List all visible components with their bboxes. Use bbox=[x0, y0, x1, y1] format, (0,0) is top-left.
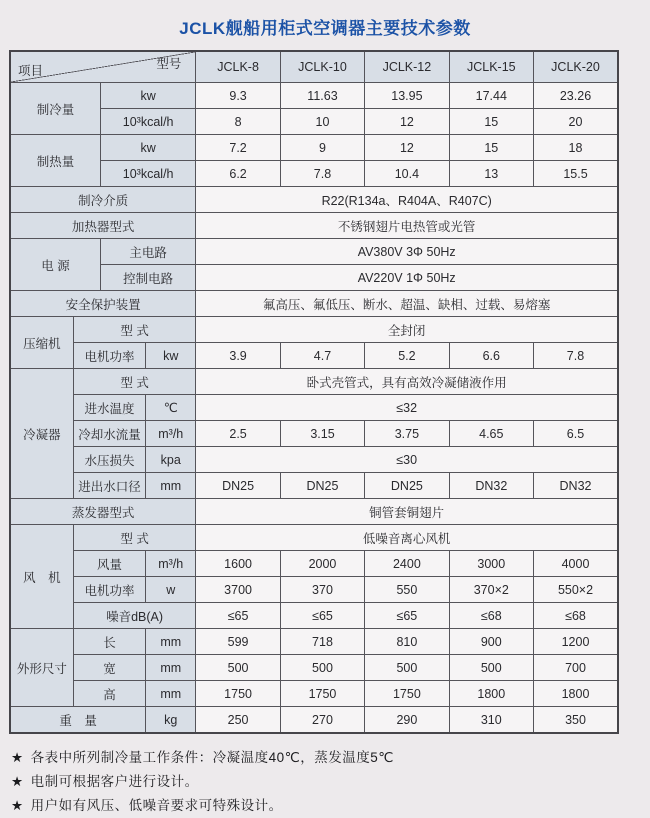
param-label: 主电路 bbox=[100, 239, 195, 265]
spec-table bbox=[9, 50, 619, 734]
model-header-jclk10: JCLK-10 bbox=[280, 51, 364, 83]
value-cell: 12 bbox=[365, 109, 449, 135]
footnote-text: 电制可根据客户进行设计。 bbox=[30, 774, 199, 789]
fan-flow-row bbox=[10, 551, 618, 577]
value-cell: 3.75 bbox=[365, 421, 449, 447]
value-cell: 550×2 bbox=[534, 577, 619, 603]
power-ctrl-row bbox=[10, 265, 618, 291]
param-label: 长 bbox=[73, 629, 145, 655]
value-cell: 350 bbox=[534, 707, 619, 734]
header-row bbox=[10, 51, 618, 83]
unit-label: kw bbox=[146, 343, 196, 369]
value-cell: ≤65 bbox=[280, 603, 364, 629]
unit-label: kw bbox=[100, 83, 195, 109]
value-cell: 氟高压、氟低压、断水、超温、缺相、过载、易熔塞 bbox=[196, 291, 618, 317]
value-cell: ≤68 bbox=[534, 603, 619, 629]
group-label: 外形尺寸 bbox=[10, 629, 73, 707]
value-cell: 13 bbox=[449, 161, 533, 187]
condenser-wtemp-row bbox=[10, 395, 618, 421]
group-label: 制冷量 bbox=[10, 83, 100, 135]
model-header-jclk8: JCLK-8 bbox=[196, 51, 280, 83]
value-cell: 1750 bbox=[280, 681, 364, 707]
value-cell: 6.2 bbox=[196, 161, 280, 187]
param-label: 进出水口径 bbox=[73, 473, 145, 499]
value-cell: 10 bbox=[280, 109, 364, 135]
evaporator-type-row bbox=[10, 499, 618, 525]
value-cell: 7.2 bbox=[196, 135, 280, 161]
param-label: 电机功率 bbox=[73, 343, 145, 369]
param-label: 型 式 bbox=[73, 369, 196, 395]
dim-width-row bbox=[10, 655, 618, 681]
value-cell: 23.26 bbox=[534, 83, 619, 109]
value-cell: R22(R134a、R404A、R407C) bbox=[196, 187, 618, 213]
value-cell: 290 bbox=[365, 707, 449, 734]
dim-length-row bbox=[10, 629, 618, 655]
unit-label: 10³kcal/h bbox=[100, 161, 195, 187]
value-cell: 1750 bbox=[365, 681, 449, 707]
value-cell: 500 bbox=[449, 655, 533, 681]
value-cell: 270 bbox=[280, 707, 364, 734]
heating-kcal-row bbox=[10, 161, 618, 187]
value-cell: 8 bbox=[196, 109, 280, 135]
power-main-row bbox=[10, 239, 618, 265]
value-cell: 1200 bbox=[534, 629, 619, 655]
fan-power-row bbox=[10, 577, 618, 603]
param-label: 宽 bbox=[73, 655, 145, 681]
condenser-ploss-row bbox=[10, 447, 618, 473]
value-cell: 3.9 bbox=[196, 343, 280, 369]
value-cell: 全封闭 bbox=[196, 317, 618, 343]
value-cell: 500 bbox=[365, 655, 449, 681]
value-cell: 7.8 bbox=[534, 343, 619, 369]
value-cell: 4.7 bbox=[280, 343, 364, 369]
row-label: 蒸发器型式 bbox=[10, 499, 196, 525]
value-cell: 718 bbox=[280, 629, 364, 655]
value-cell: ≤68 bbox=[449, 603, 533, 629]
unit-label: ℃ bbox=[146, 395, 196, 421]
value-cell: 550 bbox=[365, 577, 449, 603]
model-header-jclk15: JCLK-15 bbox=[449, 51, 533, 83]
value-cell: DN25 bbox=[365, 473, 449, 499]
unit-label: mm bbox=[146, 629, 196, 655]
cooling-kcal-row bbox=[10, 109, 618, 135]
value-cell: AV380V 3Φ 50Hz bbox=[196, 239, 618, 265]
value-cell: AV220V 1Φ 50Hz bbox=[196, 265, 618, 291]
star-icon: ★ bbox=[11, 774, 24, 789]
footnote-text: 各表中所列制冷量工作条件：冷凝温度40℃，蒸发温度5℃ bbox=[30, 750, 394, 765]
unit-label: mm bbox=[146, 681, 196, 707]
unit-label: kw bbox=[100, 135, 195, 161]
footnote-text: 用户如有风压、低噪音要求可特殊设计。 bbox=[30, 798, 283, 813]
value-cell: 1800 bbox=[449, 681, 533, 707]
refrigerant-row bbox=[10, 187, 618, 213]
value-cell: ≤30 bbox=[196, 447, 618, 473]
value-cell: 卧式壳管式，具有高效冷凝储液作用 bbox=[196, 369, 618, 395]
value-cell: 250 bbox=[196, 707, 280, 734]
fan-noise-row bbox=[10, 603, 618, 629]
value-cell: 2.5 bbox=[196, 421, 280, 447]
footnote-1 bbox=[11, 746, 650, 766]
value-cell: 700 bbox=[534, 655, 619, 681]
value-cell: 1800 bbox=[534, 681, 619, 707]
group-label: 压缩机 bbox=[10, 317, 73, 369]
row-label: 重 量 bbox=[10, 707, 146, 734]
value-cell: 15 bbox=[449, 109, 533, 135]
safety-row bbox=[10, 291, 618, 317]
footnote-3 bbox=[11, 794, 650, 814]
param-label: 进水温度 bbox=[73, 395, 145, 421]
group-label: 风 机 bbox=[10, 525, 73, 629]
compressor-type-row bbox=[10, 317, 618, 343]
unit-label: mm bbox=[146, 473, 196, 499]
value-cell: 20 bbox=[534, 109, 619, 135]
value-cell: 18 bbox=[534, 135, 619, 161]
value-cell: 1600 bbox=[196, 551, 280, 577]
param-label: 型 式 bbox=[73, 525, 196, 551]
value-cell: 11.63 bbox=[280, 83, 364, 109]
value-cell: 500 bbox=[196, 655, 280, 681]
value-cell: 2000 bbox=[280, 551, 364, 577]
param-label: 电机功率 bbox=[73, 577, 145, 603]
value-cell: 15.5 bbox=[534, 161, 619, 187]
value-cell: 13.95 bbox=[365, 83, 449, 109]
model-header-jclk20: JCLK-20 bbox=[534, 51, 619, 83]
heater-type-row bbox=[10, 213, 618, 239]
value-cell: 低噪音离心风机 bbox=[196, 525, 618, 551]
unit-label: 10³kcal/h bbox=[100, 109, 195, 135]
group-label: 电 源 bbox=[10, 239, 100, 291]
value-cell: 599 bbox=[196, 629, 280, 655]
value-cell: 4.65 bbox=[449, 421, 533, 447]
value-cell: 不锈钢翅片电热管或光管 bbox=[196, 213, 618, 239]
group-label: 制热量 bbox=[10, 135, 100, 187]
value-cell: 6.6 bbox=[449, 343, 533, 369]
value-cell: DN32 bbox=[534, 473, 619, 499]
unit-label: m³/h bbox=[146, 421, 196, 447]
value-cell: DN25 bbox=[196, 473, 280, 499]
cooling-kw-row bbox=[10, 83, 618, 109]
value-cell: 5.2 bbox=[365, 343, 449, 369]
value-cell: 370×2 bbox=[449, 577, 533, 603]
page-title: JCLK舰船用柜式空调器主要技术参数 bbox=[179, 19, 471, 38]
param-label: 型 式 bbox=[73, 317, 196, 343]
fan-type-row bbox=[10, 525, 618, 551]
star-icon: ★ bbox=[11, 750, 24, 765]
value-cell: 310 bbox=[449, 707, 533, 734]
param-label: 高 bbox=[73, 681, 145, 707]
corner-cell bbox=[10, 51, 196, 83]
weight-row bbox=[10, 707, 618, 734]
param-label: 噪音dB(A) bbox=[73, 603, 196, 629]
unit-label: m³/h bbox=[146, 551, 196, 577]
unit-label: kpa bbox=[146, 447, 196, 473]
value-cell: ≤32 bbox=[196, 395, 618, 421]
value-cell: 10.4 bbox=[365, 161, 449, 187]
condenser-wflow-row bbox=[10, 421, 618, 447]
footnote-2 bbox=[11, 770, 650, 790]
star-icon: ★ bbox=[11, 798, 24, 813]
param-label: 控制电路 bbox=[100, 265, 195, 291]
value-cell: 15 bbox=[449, 135, 533, 161]
value-cell: 17.44 bbox=[449, 83, 533, 109]
value-cell: 7.8 bbox=[280, 161, 364, 187]
heating-kw-row bbox=[10, 135, 618, 161]
value-cell: 900 bbox=[449, 629, 533, 655]
value-cell: 6.5 bbox=[534, 421, 619, 447]
value-cell: 12 bbox=[365, 135, 449, 161]
row-label: 制冷介质 bbox=[10, 187, 196, 213]
condenser-pipe-row bbox=[10, 473, 618, 499]
value-cell: ≤65 bbox=[196, 603, 280, 629]
value-cell: 500 bbox=[280, 655, 364, 681]
param-label: 风量 bbox=[73, 551, 145, 577]
row-label: 加热器型式 bbox=[10, 213, 196, 239]
value-cell: 1750 bbox=[196, 681, 280, 707]
value-cell: 9 bbox=[280, 135, 364, 161]
value-cell: 370 bbox=[280, 577, 364, 603]
footnotes bbox=[11, 746, 650, 814]
value-cell: 3.15 bbox=[280, 421, 364, 447]
group-label: 冷凝器 bbox=[10, 369, 73, 499]
corner-model-label: 型号 bbox=[156, 57, 182, 71]
value-cell: 3000 bbox=[449, 551, 533, 577]
corner-item-label: 项目 bbox=[18, 64, 44, 78]
param-label: 冷却水流量 bbox=[73, 421, 145, 447]
value-cell: DN32 bbox=[449, 473, 533, 499]
dim-height-row bbox=[10, 681, 618, 707]
value-cell: 3700 bbox=[196, 577, 280, 603]
param-label: 水压损失 bbox=[73, 447, 145, 473]
model-header-jclk12: JCLK-12 bbox=[365, 51, 449, 83]
value-cell: 4000 bbox=[534, 551, 619, 577]
compressor-power-row bbox=[10, 343, 618, 369]
value-cell: 铜管套铜翅片 bbox=[196, 499, 618, 525]
unit-label: kg bbox=[146, 707, 196, 734]
value-cell: DN25 bbox=[280, 473, 364, 499]
value-cell: 9.3 bbox=[196, 83, 280, 109]
unit-label: mm bbox=[146, 655, 196, 681]
unit-label: w bbox=[146, 577, 196, 603]
condenser-type-row bbox=[10, 369, 618, 395]
value-cell: 810 bbox=[365, 629, 449, 655]
value-cell: ≤65 bbox=[365, 603, 449, 629]
row-label: 安全保护装置 bbox=[10, 291, 196, 317]
value-cell: 2400 bbox=[365, 551, 449, 577]
